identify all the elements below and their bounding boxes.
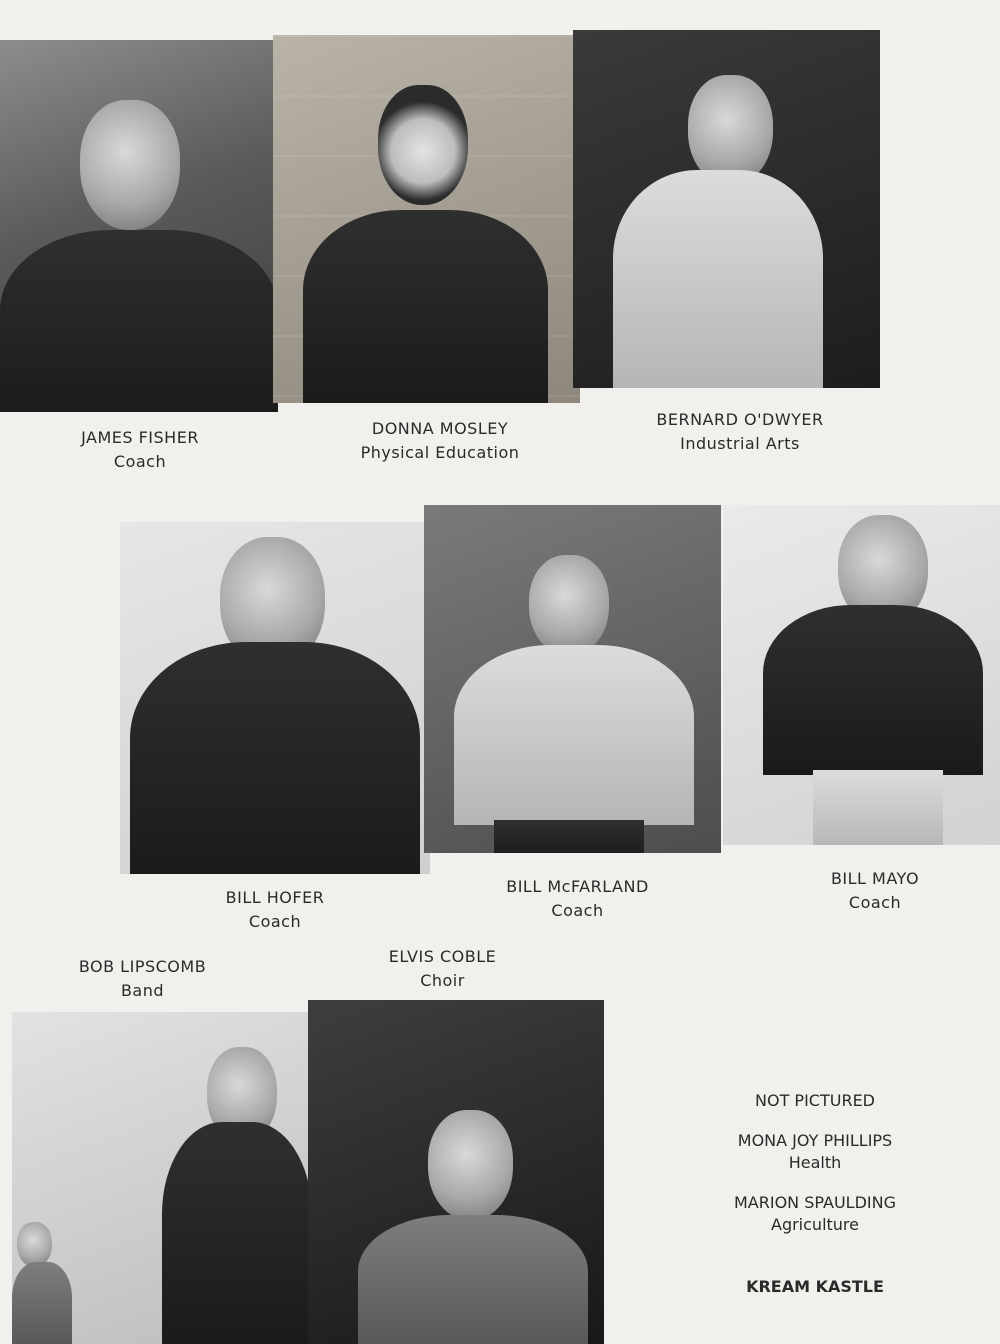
not-pictured-name: MONA JOY PHILLIPS bbox=[737, 1131, 893, 1150]
photo-donna-mosley bbox=[273, 35, 580, 403]
photo-bob-lipscomb bbox=[12, 1012, 308, 1344]
caption-james-fisher bbox=[40, 426, 240, 474]
not-pictured-heading: NOT PICTURED bbox=[755, 1091, 875, 1110]
faculty-role: Physical Education bbox=[360, 443, 520, 462]
caption-bernard-odwyer bbox=[630, 408, 850, 456]
faculty-role: Industrial Arts bbox=[680, 434, 800, 453]
photo-bill-mcfarland bbox=[424, 505, 721, 853]
faculty-role: Coach bbox=[113, 452, 167, 471]
not-pictured-section bbox=[690, 1090, 940, 1298]
not-pictured-entry bbox=[690, 1192, 940, 1236]
caption-bob-lipscomb bbox=[40, 955, 245, 1003]
photo-bill-hofer bbox=[120, 522, 430, 874]
photo-elvis-coble bbox=[308, 1000, 604, 1344]
not-pictured-role: Agriculture bbox=[771, 1215, 859, 1234]
faculty-name: ELVIS COBLE bbox=[388, 947, 497, 966]
caption-bill-mcfarland bbox=[465, 875, 690, 923]
faculty-name: DONNA MOSLEY bbox=[371, 419, 509, 438]
faculty-name: JAMES FISHER bbox=[81, 428, 199, 447]
not-pictured-entry bbox=[690, 1130, 940, 1174]
photo-bill-mayo bbox=[723, 505, 1000, 845]
faculty-name: BILL HOFER bbox=[225, 888, 325, 907]
caption-elvis-coble bbox=[340, 945, 545, 993]
faculty-name: BERNARD O'DWYER bbox=[656, 410, 824, 429]
photo-credit: KREAM KASTLE bbox=[746, 1277, 884, 1296]
not-pictured-name: MARION SPAULDING bbox=[734, 1193, 896, 1212]
photo-james-fisher bbox=[0, 40, 278, 412]
faculty-role: Choir bbox=[420, 971, 465, 990]
faculty-role: Coach bbox=[248, 912, 302, 931]
faculty-role: Coach bbox=[848, 893, 902, 912]
caption-bill-hofer bbox=[170, 886, 380, 934]
faculty-name: BOB LIPSCOMB bbox=[78, 957, 207, 976]
caption-donna-mosley bbox=[330, 417, 550, 465]
faculty-role: Coach bbox=[551, 901, 604, 920]
photo-bernard-odwyer bbox=[573, 30, 880, 388]
not-pictured-role: Health bbox=[788, 1153, 842, 1172]
faculty-role: Band bbox=[120, 981, 165, 1000]
caption-bill-mayo bbox=[770, 867, 980, 915]
faculty-name: BILL McFARLAND bbox=[506, 877, 649, 896]
faculty-name: BILL MAYO bbox=[830, 869, 920, 888]
